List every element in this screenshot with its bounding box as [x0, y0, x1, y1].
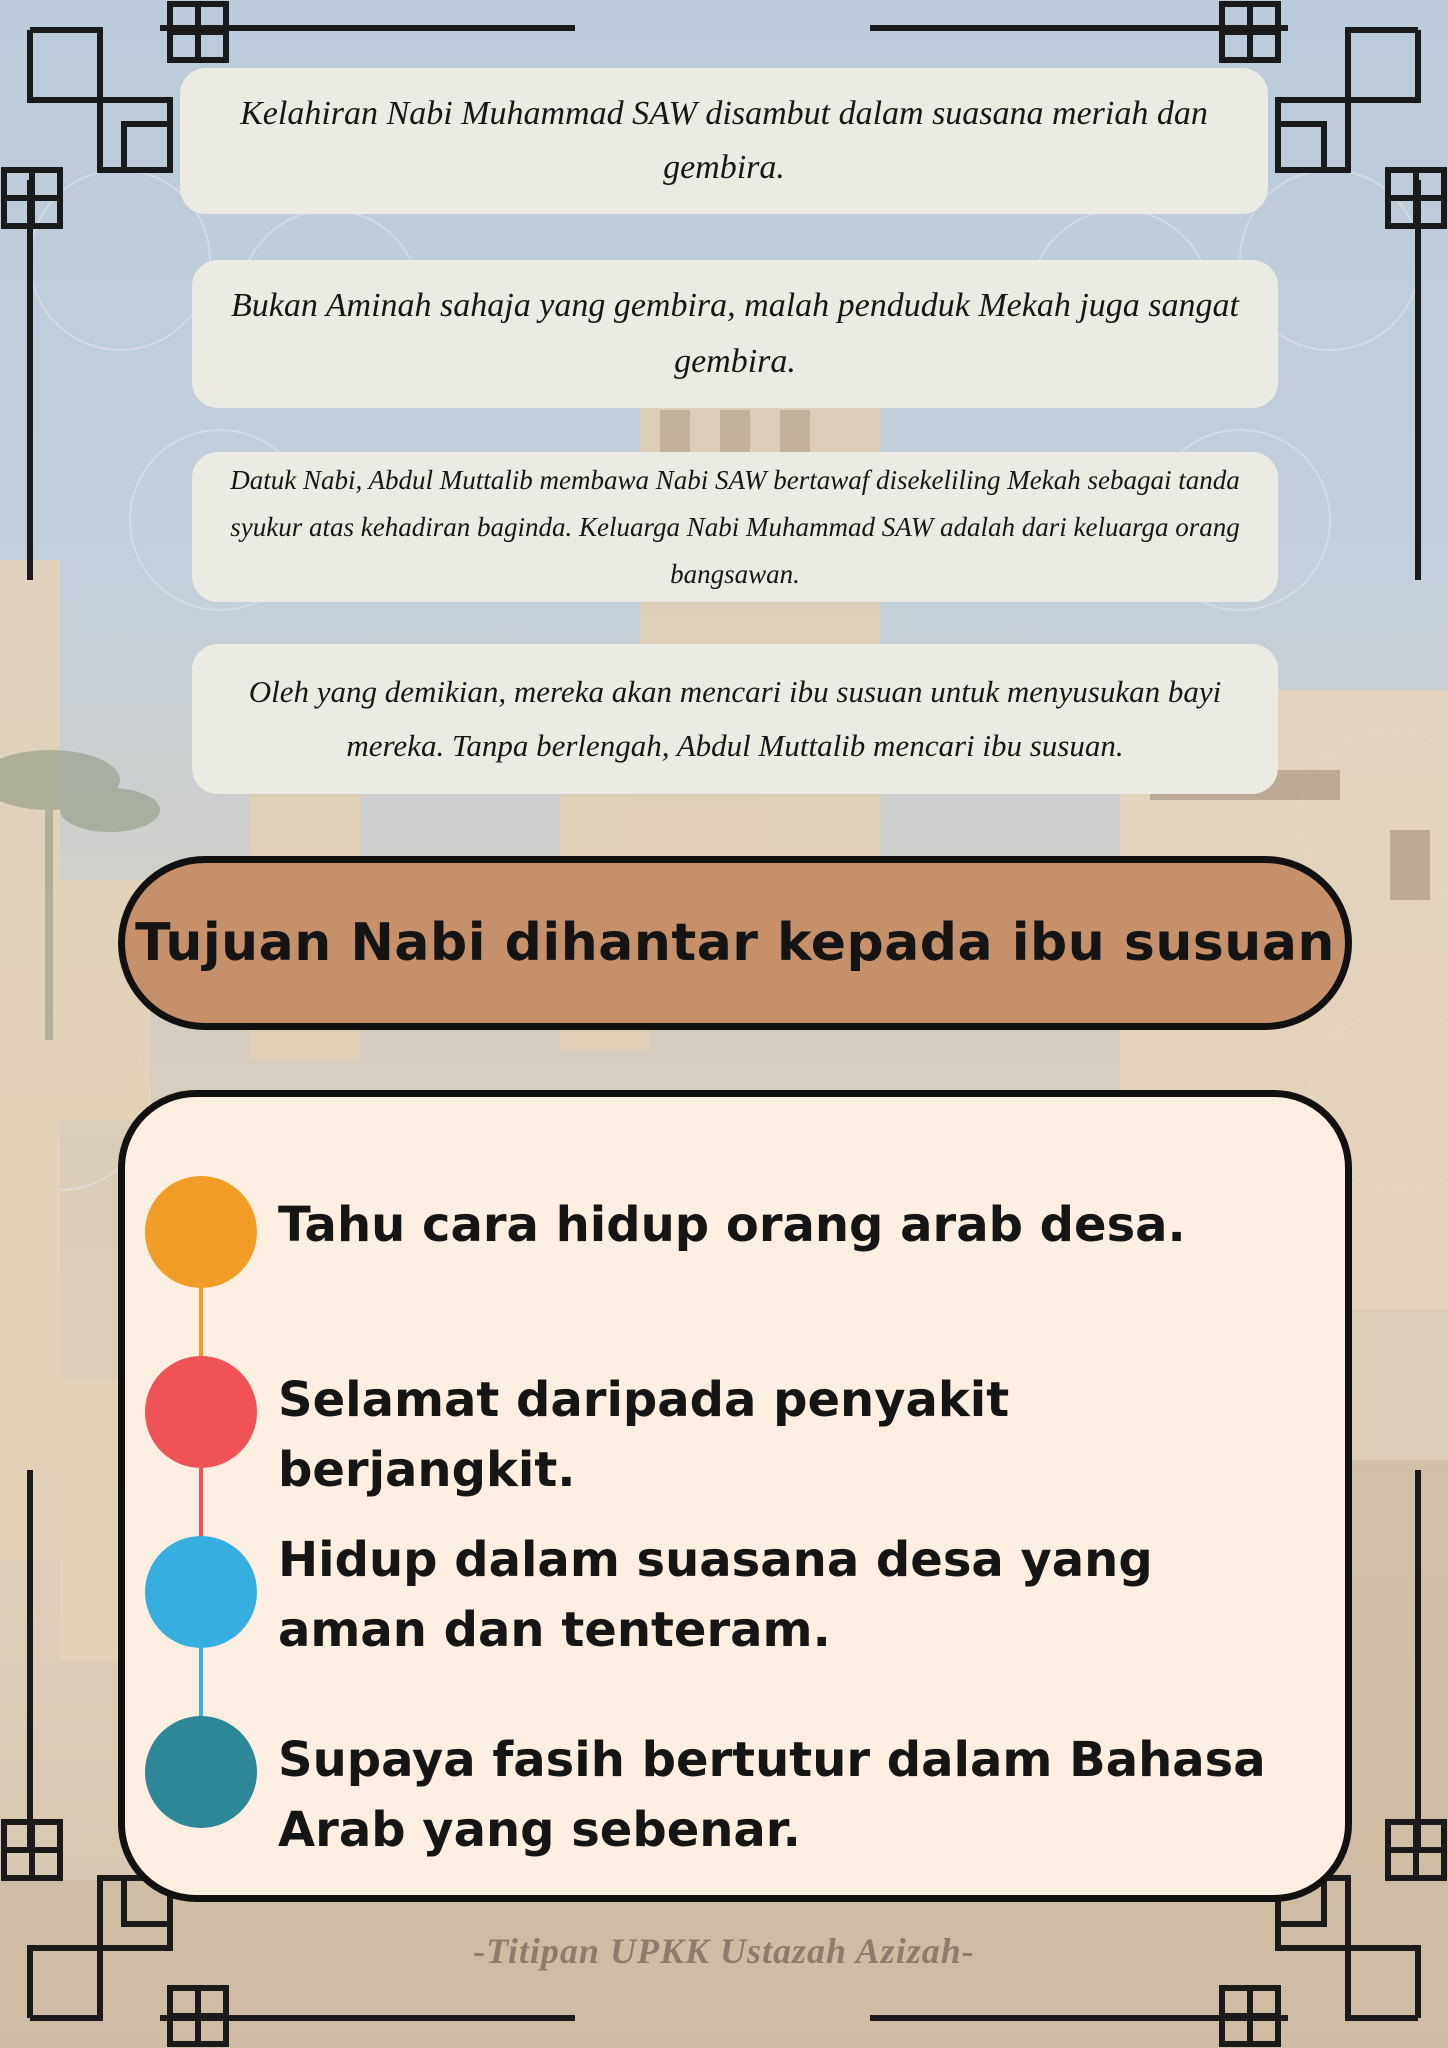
footer-credit: -Titipan UPKK Ustazah Azizah-	[473, 1931, 975, 1971]
story-text-box-3	[192, 452, 1278, 602]
story-text-box-1	[180, 68, 1268, 214]
purpose-item-2: Selamat daripada penyakit berjangkit.	[278, 1372, 1010, 1498]
story-text-box-4	[192, 644, 1278, 794]
story-paragraph-1: Kelahiran Nabi Muhammad SAW disambut dalam suasana meriah dan gembira.	[240, 95, 1208, 186]
purpose-item-3: Hidup dalam suasana desa yang aman dan tenteram.	[278, 1532, 1153, 1658]
story-paragraph-3: Datuk Nabi, Abdul Muttalib membawa Nabi SAW bertawaf disekeliling Mekah sebagai tanda syukur atas kehadiran baginda. Keluarga Nabi Muhammad SAW adalah dari keluarga orang bangsawan.	[230, 464, 1240, 589]
bullet-dot-teal	[145, 1716, 257, 1828]
story-paragraph-2: Bukan Aminah sahaja yang gembira, malah penduduk Mekah juga sangat gembira.	[231, 287, 1239, 380]
timeline-connector-3	[199, 1648, 203, 1718]
story-text-box-2	[192, 260, 1278, 408]
bullet-dot-orange	[145, 1176, 257, 1288]
purpose-item-1: Tahu cara hidup orang arab desa.	[278, 1197, 1186, 1253]
story-paragraph-4: Oleh yang demikian, mereka akan mencari ibu susuan untuk menyusukan bayi mereka. Tanpa berlengah, Abdul Muttalib mencari ibu susuan.	[248, 674, 1222, 763]
section-heading: Tujuan Nabi dihantar kepada ibu susuan	[135, 913, 1335, 973]
purpose-item-4: Supaya fasih bertutur dalam Bahasa Arab yang sebenar.	[278, 1732, 1266, 1858]
timeline-connector-2	[199, 1468, 203, 1538]
bullet-dot-red	[145, 1356, 257, 1468]
timeline-connector-1	[199, 1288, 203, 1358]
section-heading-pill	[118, 856, 1352, 1030]
bullet-dot-blue	[145, 1536, 257, 1648]
